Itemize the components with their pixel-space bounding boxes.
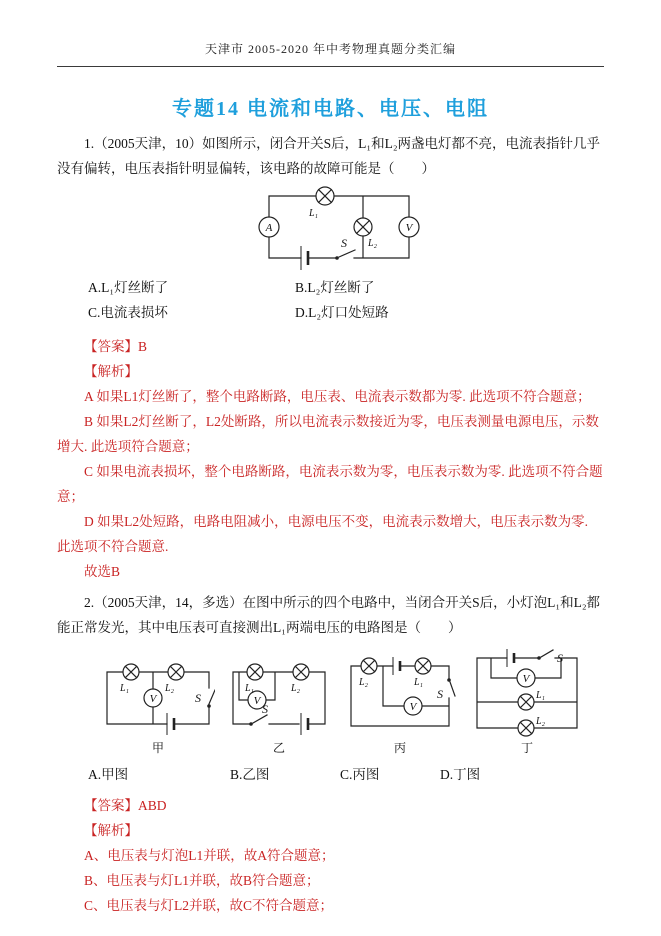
lamp-l2-label: L₂: [291, 683, 301, 694]
q2-analysis-a: A、电压表与灯泡L1并联，故A符合题意；: [84, 848, 335, 863]
diagram-caption-yi: 乙: [272, 741, 286, 755]
q1-option-a: A.L₁灯丝断了: [88, 280, 169, 295]
battery-icon: [507, 649, 514, 667]
q1-analysis-a: A 如果L1灯丝断了，整个电路断路，电压表、电流表示数都为零. 此选项不符合题意；: [84, 389, 591, 404]
battery-icon: [167, 713, 174, 735]
lamp-l1-icon: [316, 187, 334, 205]
voltmeter-icon: [399, 217, 419, 237]
switch-icon: [537, 650, 553, 660]
lamp-l1-label: L₁: [414, 677, 424, 688]
voltmeter-icon: [404, 697, 422, 715]
q1-options-row1: [57, 276, 604, 299]
q1-stem: 1.（2005天津，10）如图所示，闭合开关S后，L₁和L₂两盏电灯都不亮，电流表指针几乎没有偏转，电压表指针明显偏转，该电路的故障可能是（ ）: [57, 136, 601, 176]
lamp-l1-label: L₁: [536, 690, 546, 701]
q1-conclusion: 故选B: [84, 564, 121, 579]
q1-option-b: B.L₂灯丝断了: [295, 280, 375, 295]
switch-label: S: [557, 651, 563, 665]
q2-circuit-diagrams: [97, 648, 604, 756]
lamp-l1-label: L₁: [245, 683, 255, 694]
lamp-l2-label: L₂: [165, 683, 175, 694]
q1-analysis-title: 【解析】: [84, 364, 138, 379]
lamp-l2-icon: [354, 218, 372, 236]
q2-analysis-b: B、电压表与灯L1并联，故B符合题意；: [84, 873, 320, 888]
switch-icon: [207, 690, 215, 708]
diagram-caption-bing: 丙: [393, 741, 407, 755]
lamp-l1-icon: [123, 664, 139, 680]
q1-option-d: D.L₂灯口处短路: [295, 305, 389, 320]
circuit-jia: [97, 660, 215, 756]
voltmeter-icon: [517, 669, 535, 687]
switch-label: S: [195, 691, 201, 705]
q2-analysis-title: 【解析】: [84, 823, 138, 838]
lamp-l2-icon: [518, 720, 534, 736]
lamp-l2-label: L₂: [359, 677, 369, 688]
lamp-l2-icon: [361, 658, 377, 674]
q2-answer: 【答案】ABD: [84, 798, 167, 813]
q2-option-b: B.乙图: [230, 767, 270, 782]
lamp-l2-icon: [168, 664, 184, 680]
q2-options-row: [57, 763, 604, 787]
q2-analysis-c: C、电压表与灯L2并联，故C不符合题意；: [84, 898, 334, 913]
battery-icon: [393, 657, 400, 675]
q2-option-d: D.丁图: [440, 767, 481, 782]
page-title: 专题14 电流和电路、电压、电阻: [172, 98, 489, 120]
svg-text:V: V: [522, 673, 530, 685]
q1-options-row2: [57, 301, 604, 324]
q1-analysis-d: D 如果L2处短路，电路电阻减小，电源电压不变，电流表示数增大，电压表示数为零. 此选项不符合题意.: [57, 514, 588, 554]
lamp-l2-icon: [293, 664, 309, 680]
lamp-l1-icon: [247, 664, 263, 680]
voltmeter-icon: [144, 689, 162, 707]
battery-icon: [301, 713, 308, 735]
diagram-caption-jia: 甲: [151, 741, 165, 755]
diagram-caption-ding: 丁: [520, 741, 534, 755]
ammeter-icon: [259, 217, 279, 237]
lamp-l1-icon: [518, 694, 534, 710]
switch-label: S: [437, 687, 443, 701]
q2-stem: 2.（2005天津，14，多选）在图中所示的四个电路中，当闭合开关S后，小灯泡L₁和L₂都能正常发光，其中电压表可直接测出L₁两端电压的电路图是（ ）: [57, 595, 601, 635]
svg-text:V: V: [149, 693, 157, 705]
circuit-ding: [467, 648, 587, 756]
svg-text:V: V: [409, 701, 417, 713]
switch-icon: [335, 250, 355, 260]
page-header: 天津市 2005-2020 年中考物理真题分类汇编: [57, 40, 604, 67]
q1-analysis-b: B 如果L2灯丝断了，L2处断路，所以电流表示数接近为零，电压表测量电源电压，示数增大. 此选项符合题意；: [57, 414, 599, 454]
switch-icon: [447, 678, 455, 696]
lamp-l1-label: L₁: [120, 683, 130, 694]
lamp-l2-label: L₂: [368, 238, 378, 249]
svg-text:A: A: [265, 222, 273, 234]
q2-option-a: A.甲图: [88, 767, 129, 782]
battery-icon: [301, 246, 308, 270]
q1-analysis-c: C 如果电流表损坏，整个电路断路，电流表示数为零，电压表示数为零. 此选项不符合题意；: [57, 464, 603, 504]
lamp-l1-icon: [415, 658, 431, 674]
q1-circuit-diagram: [255, 186, 604, 274]
q1-answer: 【答案】B: [84, 339, 148, 354]
q1-option-c: C.电流表损坏: [88, 305, 168, 320]
q2-option-c: C.丙图: [340, 767, 380, 782]
circuit-bing: [343, 654, 457, 756]
circuit-yi: [225, 660, 333, 756]
switch-label: S: [262, 702, 268, 716]
switch-icon: [249, 715, 267, 726]
svg-text:V: V: [253, 695, 261, 707]
switch-label: S: [341, 236, 347, 250]
lamp-l2-label: L₂: [536, 716, 546, 727]
lamp-l1-label: L₁: [309, 208, 319, 219]
svg-text:V: V: [405, 222, 413, 234]
